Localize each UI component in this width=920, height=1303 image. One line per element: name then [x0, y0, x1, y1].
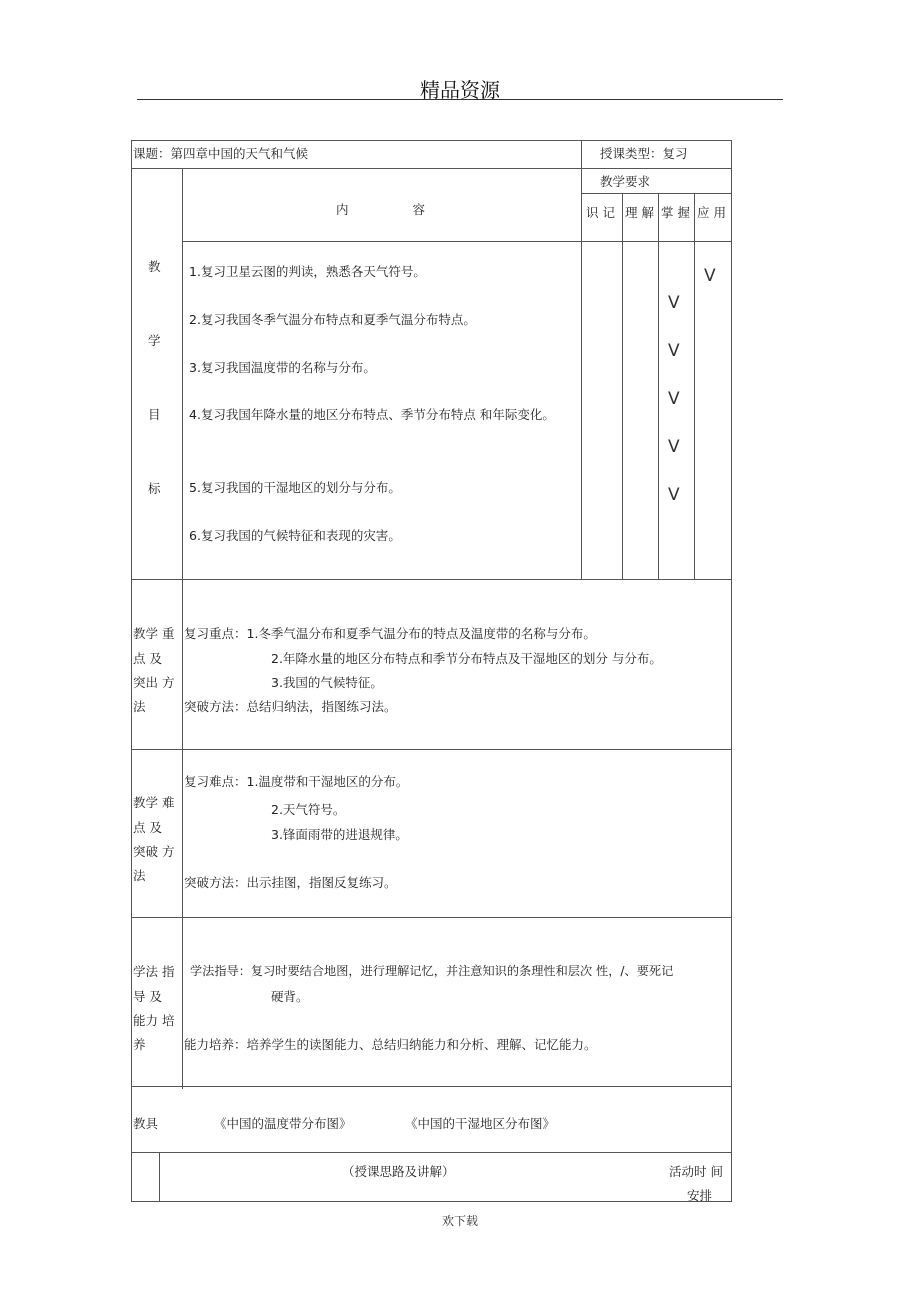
row-sep	[131, 1086, 732, 1087]
objective-item: 4.复习我国年降水量的地区分布特点、季节分布特点 和年际变化。	[189, 407, 555, 422]
row-sep	[182, 241, 732, 242]
keypoints-line: 3.我国的气候特征。	[271, 675, 383, 690]
col-sep	[622, 193, 623, 579]
requirements-header: 教学要求	[600, 174, 651, 189]
objective-item: 5.复习我国的干湿地区的划分与分布。	[189, 480, 401, 495]
level-understand: 理 解	[625, 205, 654, 220]
keypoints-label-line: 教学 重	[133, 626, 175, 641]
difficulties-label-line: 点 及	[133, 820, 162, 835]
difficulties-method: 突破方法：出示挂图，指图反复练习。	[184, 875, 397, 890]
col-sep	[658, 193, 659, 579]
activity-time-label: 安排	[687, 1188, 713, 1203]
method-label-line: 养	[133, 1037, 146, 1052]
difficulties-line: 3.锋面雨带的进退规律。	[271, 827, 408, 842]
check-mark-master: V	[668, 389, 680, 409]
study-guide-line: 硬背。	[271, 989, 309, 1004]
keypoints-method: 突破方法：总结归纳法，指图练习法。	[184, 699, 397, 714]
row-sep	[131, 1152, 732, 1153]
col-sep	[159, 1152, 160, 1202]
col-sep	[581, 168, 582, 579]
keypoints-label-line: 法	[133, 699, 146, 714]
table-border-left	[131, 140, 132, 1202]
row-sep	[581, 193, 732, 194]
study-guide-line: 学法指导：复习时要结合地图，进行理解记忆，并注意知识的条理性和层次 性，/、要死记	[190, 964, 674, 978]
col-sep	[694, 193, 695, 579]
row-sep	[131, 579, 732, 580]
objective-item: 1.复习卫星云图的判读，熟悉各天气符号。	[189, 264, 426, 279]
keypoints-line: 2.年降水量的地区分布特点和季节分布特点及干湿地区的划分 与分布。	[271, 651, 662, 666]
lesson-type: 授课类型：复习	[600, 146, 688, 161]
keypoints-line: 复习重点：1.冬季气温分布和夏季气温分布的特点及温度带的名称与分布。	[184, 626, 596, 641]
method-label-line: 导 及	[133, 989, 162, 1004]
method-label-line: 能力 培	[133, 1013, 175, 1028]
keypoints-label-line: 突出 方	[133, 675, 175, 690]
col-sep	[581, 140, 582, 169]
row-sep	[131, 168, 732, 169]
difficulties-line: 复习难点：1.温度带和干湿地区的分布。	[184, 774, 409, 789]
lesson-topic: 课题：第四章中国的天气和气候	[133, 146, 309, 161]
tools-label: 教具	[133, 1116, 159, 1131]
tool-item: 《中国的温度带分布图》	[214, 1116, 352, 1131]
check-mark-master: V	[668, 485, 680, 505]
check-mark-master: V	[668, 341, 680, 361]
level-master: 掌 握	[661, 205, 690, 220]
table-border-bottom	[131, 1201, 732, 1202]
tool-item: 《中国的干湿地区分布图》	[405, 1116, 556, 1131]
row-sep	[131, 749, 732, 750]
difficulties-label-line: 法	[133, 868, 146, 883]
check-mark-master: V	[668, 293, 680, 313]
activity-time-label: 活动时 间	[669, 1164, 723, 1179]
objectives-label-char: 学	[148, 333, 161, 348]
objective-item: 6.复习我国的气候特征和表现的灾害。	[189, 528, 401, 543]
page-header-title: 精品资源	[420, 78, 500, 102]
difficulties-label-line: 教学 难	[133, 795, 175, 810]
level-apply: 应 用	[697, 205, 726, 220]
header-rule	[137, 99, 783, 100]
level-memorize: 识 记	[586, 205, 615, 220]
objectives-label-char: 教	[148, 259, 161, 274]
col-sep	[182, 168, 183, 1089]
objective-item: 3.复习我国温度带的名称与分布。	[189, 360, 376, 375]
objective-item: 2.复习我国冬季气温分布特点和夏季气温分布特点。	[189, 312, 476, 327]
table-border-top	[131, 140, 732, 141]
content-header: 内 容	[336, 202, 425, 217]
difficulties-label-line: 突破 方	[133, 844, 175, 859]
ability-training: 能力培养：培养学生的读图能力、总结归纳能力和分析、理解、记忆能力。	[184, 1037, 597, 1052]
table-border-right	[731, 140, 732, 1202]
page-footer: 欢下载	[441, 1214, 478, 1228]
method-label-line: 学法 指	[133, 964, 175, 979]
process-title: （授课思路及讲解）	[342, 1164, 455, 1179]
row-sep	[131, 917, 732, 918]
objectives-label-char: 标	[148, 481, 161, 496]
check-mark-apply: V	[704, 266, 716, 286]
objectives-label-char: 目	[148, 407, 161, 422]
difficulties-line: 2.天气符号。	[271, 802, 346, 817]
keypoints-label-line: 点 及	[133, 651, 162, 666]
check-mark-master: V	[668, 437, 680, 457]
